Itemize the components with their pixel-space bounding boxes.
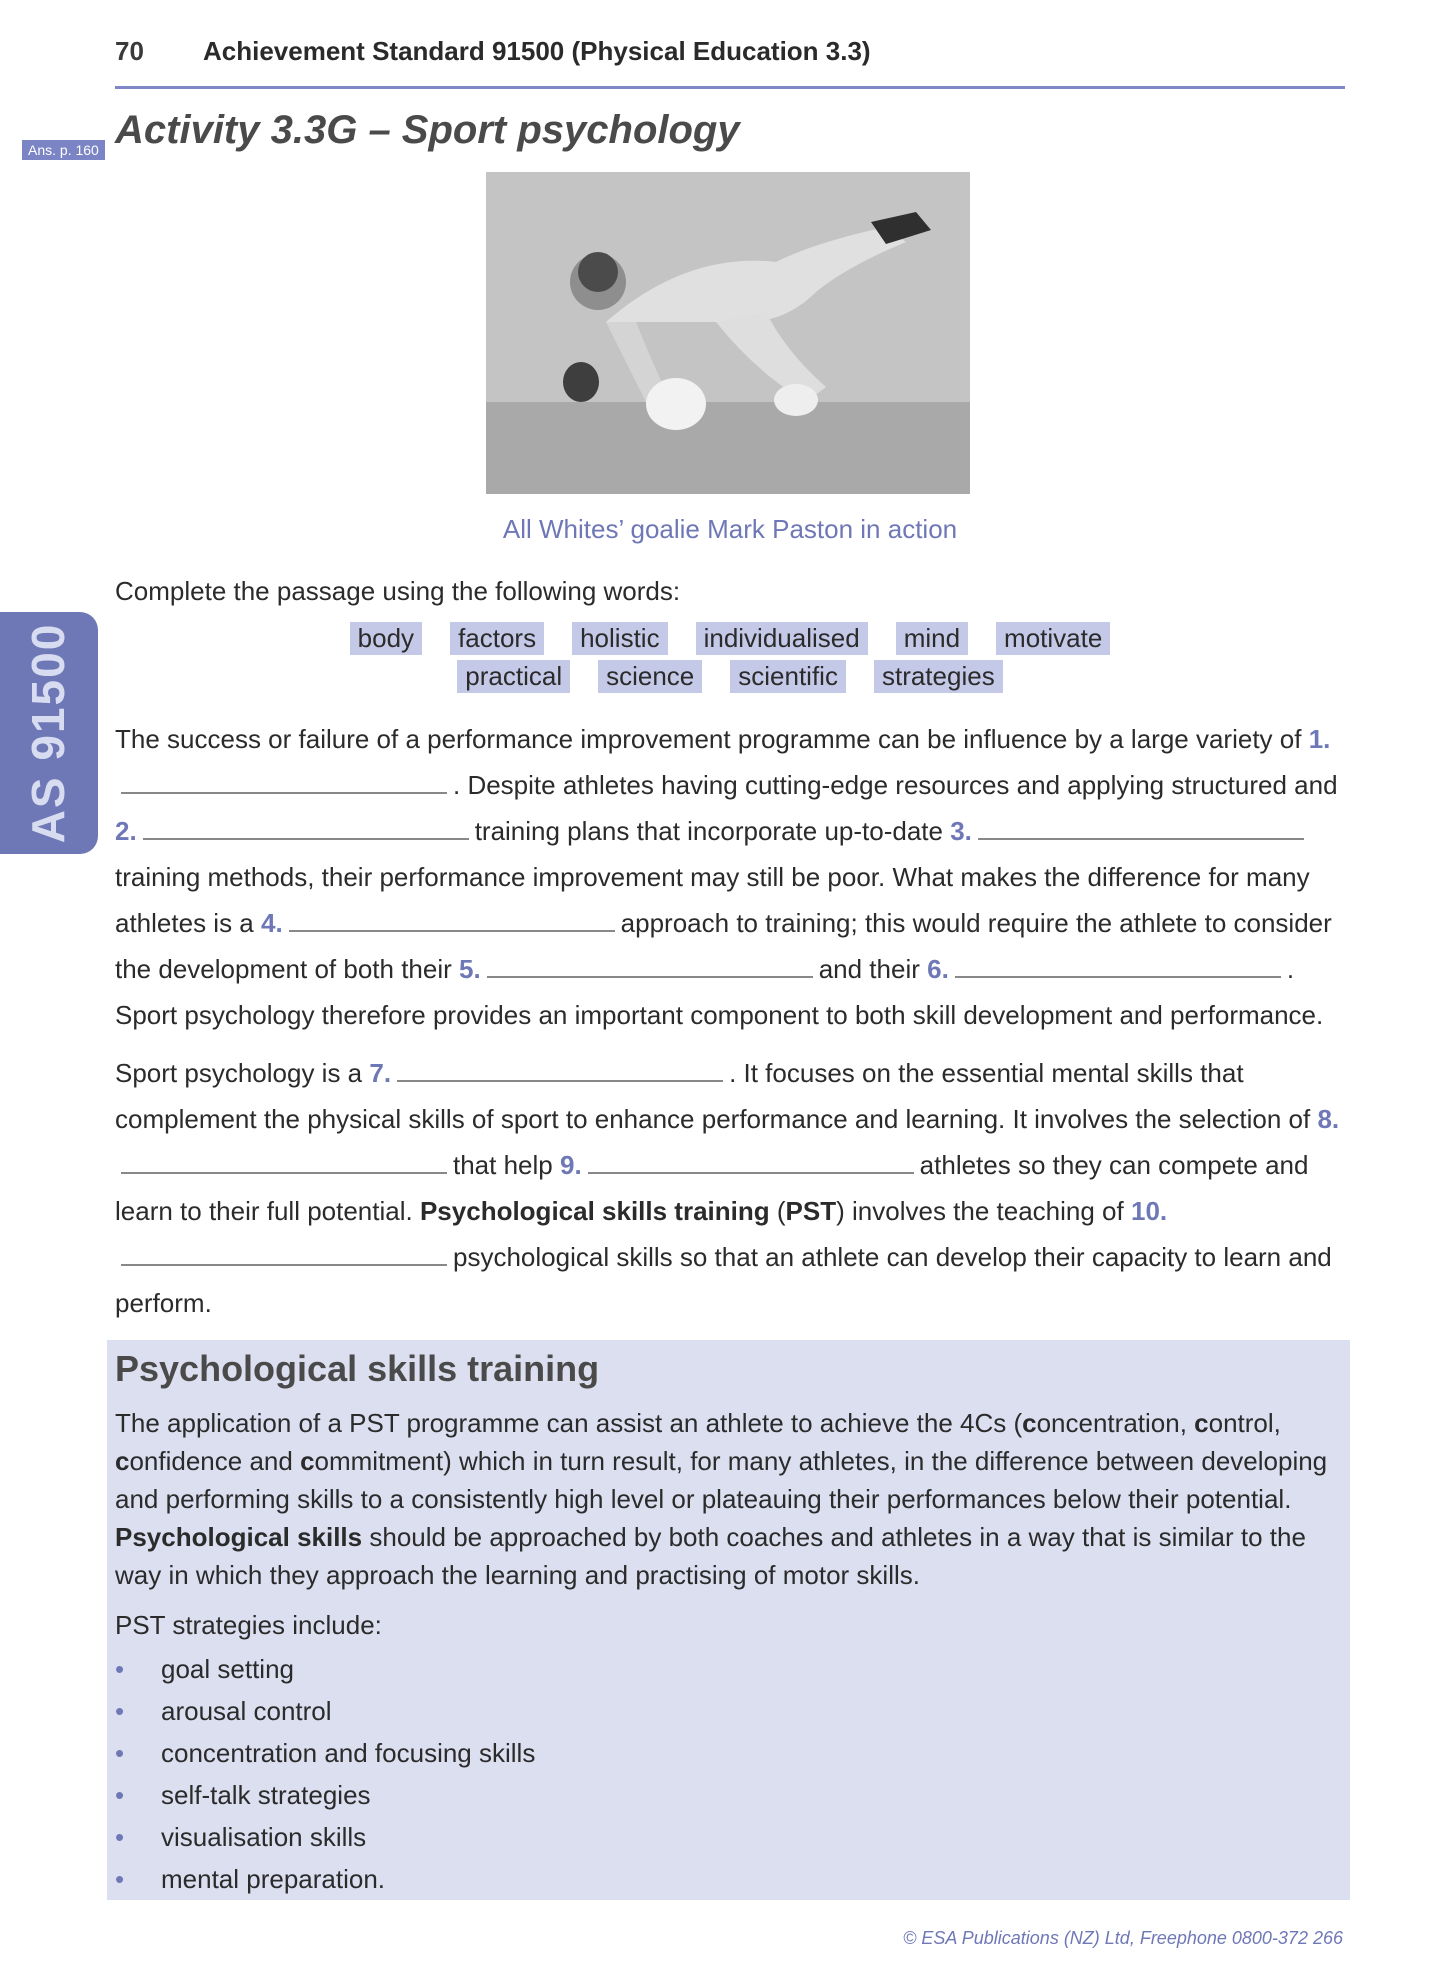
pst-info-box (107, 1340, 1350, 1900)
pst-bold-letter: c (1194, 1408, 1209, 1438)
word-bank-word: scientific (730, 660, 846, 693)
answer-blank-5[interactable] (487, 954, 813, 978)
instructions: Complete the passage using the following words: (115, 576, 681, 606)
list-item-text: visualisation skills (161, 1822, 367, 1852)
list-item (115, 1774, 1340, 1816)
word-bank-word: factors (450, 622, 544, 655)
activity-title: Activity 3.3G – Sport psychology (115, 108, 740, 152)
passage-text: training methods, their performance improvement may still be poor. What makes the difference for many athletes is a (115, 862, 1310, 938)
bullet-icon: • (115, 1822, 125, 1852)
list-item (115, 1858, 1340, 1900)
pst-bold-letter: c (115, 1446, 130, 1476)
word-bank (115, 622, 1345, 698)
blank-number: 10. (1130, 1196, 1168, 1226)
blank-number: 4. (260, 908, 283, 938)
passage-text: ( (776, 1196, 786, 1226)
header-title: Achievement Standard 91500 (Physical Education 3.3) (203, 36, 871, 66)
passage-text: . Sport psychology therefore provides an important component to both skill development and performance. (115, 954, 1324, 1030)
answer-blank-9[interactable] (588, 1150, 914, 1174)
pst-strategy-list (115, 1648, 1340, 1900)
passage-paragraph-2 (115, 1050, 1355, 1326)
photo-caption: All Whites’ goalie Mark Paston in action (502, 514, 958, 544)
answer-blank-4[interactable] (289, 908, 615, 932)
pst-text: ommitment) which in turn result, for many athletes, in the difference between developing and performing skills to a consistently high level or plateauing their performances below their potential. (115, 1446, 1328, 1514)
word-bank-word: body (350, 622, 422, 655)
answer-page-badge: Ans. p. 160 (22, 140, 105, 160)
pst-body (115, 1404, 1340, 1900)
list-item-text: self-talk strategies (161, 1780, 371, 1810)
list-item-text: mental preparation. (161, 1864, 386, 1894)
blank-number: 1. (1308, 724, 1331, 754)
pst-text: ontrol, (1208, 1408, 1281, 1438)
pst-bold-term: Psychological skills (115, 1522, 363, 1552)
list-item-text: arousal control (161, 1696, 332, 1726)
list-item-text: goal setting (161, 1654, 294, 1684)
side-tab-label: AS 91500 (22, 622, 74, 844)
blank-number: 7. (369, 1058, 392, 1088)
bullet-icon: • (115, 1864, 125, 1894)
answer-blank-1[interactable] (121, 770, 447, 794)
passage-bold-term: PST (785, 1196, 837, 1226)
answer-blank-7[interactable] (397, 1058, 723, 1082)
word-bank-word: science (598, 660, 702, 693)
answer-blank-2[interactable] (143, 816, 469, 840)
list-item (115, 1816, 1340, 1858)
pst-text: oncentration, (1036, 1408, 1195, 1438)
blank-number: 8. (1317, 1104, 1340, 1134)
pst-bold-letter: c (1022, 1408, 1037, 1438)
blank-number: 3. (950, 816, 972, 846)
passage-text: ) involves the teaching of (836, 1196, 1124, 1226)
copyright-footer: © ESA Publications (NZ) Ltd, Freephone 0800-372 266 (903, 1928, 1343, 1948)
page-header (115, 34, 1345, 89)
blank-number: 2. (115, 816, 137, 846)
word-bank-word: mind (896, 622, 968, 655)
passage-text: The success or failure of a performance improvement programme can be influence by a large variety of (115, 724, 1302, 754)
answer-blank-8[interactable] (121, 1150, 447, 1174)
pst-paragraph (115, 1404, 1340, 1594)
pst-list-intro: PST strategies include: (115, 1610, 382, 1640)
word-bank-word: practical (457, 660, 570, 693)
answer-blank-10[interactable] (121, 1242, 447, 1266)
blank-number: 6. (927, 954, 949, 984)
pst-text: The application of a PST programme can assist an athlete to achieve the 4Cs ( (115, 1408, 1023, 1438)
pst-bold-letter: c (300, 1446, 315, 1476)
pst-text: onfidence and (129, 1446, 301, 1476)
word-bank-word: strategies (874, 660, 1003, 693)
pst-heading: Psychological skills training (115, 1348, 600, 1389)
word-bank-word: motivate (996, 622, 1110, 655)
word-bank-row (115, 660, 1345, 698)
list-item (115, 1732, 1340, 1774)
bullet-icon: • (115, 1696, 125, 1726)
passage-bold-term: Psychological skills training (419, 1196, 770, 1226)
answer-blank-3[interactable] (978, 816, 1304, 840)
word-bank-row (115, 622, 1345, 660)
list-item (115, 1690, 1340, 1732)
page-number: 70 (115, 36, 144, 66)
pst-text: should be approached by both coaches and athletes in a way that is similar to the way in which they approach the learning and practising of motor skills. (115, 1522, 1306, 1590)
passage-text: training plans that incorporate up-to-date (474, 816, 943, 846)
goalkeeper-illustration (486, 172, 970, 494)
bullet-icon: • (115, 1780, 125, 1810)
passage-text: that help (453, 1150, 553, 1180)
passage (115, 716, 1355, 1338)
passage-text: and their (818, 954, 920, 984)
answer-blank-6[interactable] (955, 954, 1281, 978)
word-bank-word: individualised (696, 622, 868, 655)
passage-text: athletes so they can compete and learn to their full potential. (115, 1150, 1309, 1226)
passage-paragraph-1 (115, 716, 1355, 1038)
blank-number: 5. (459, 954, 481, 984)
goalkeeper-photo (486, 172, 970, 494)
passage-text: Sport psychology is a (115, 1058, 363, 1088)
list-item (115, 1648, 1340, 1690)
passage-text: approach to training; this would require the athlete to consider the development of both their (115, 908, 1332, 984)
passage-text: . It focuses on the essential mental skills that complement the physical skills of sport to enhance performance and learning. It involves the selection of (115, 1058, 1311, 1134)
passage-text: . Despite athletes having cutting-edge resources and applying structured and (453, 770, 1338, 800)
list-item-text: concentration and focusing skills (161, 1738, 536, 1768)
blank-number: 9. (559, 1150, 582, 1180)
bullet-icon: • (115, 1738, 125, 1768)
side-tab (0, 612, 98, 854)
passage-text: psychological skills so that an athlete can develop their capacity to learn and perform. (115, 1242, 1332, 1318)
bullet-icon: • (115, 1654, 125, 1684)
word-bank-word: holistic (572, 622, 667, 655)
